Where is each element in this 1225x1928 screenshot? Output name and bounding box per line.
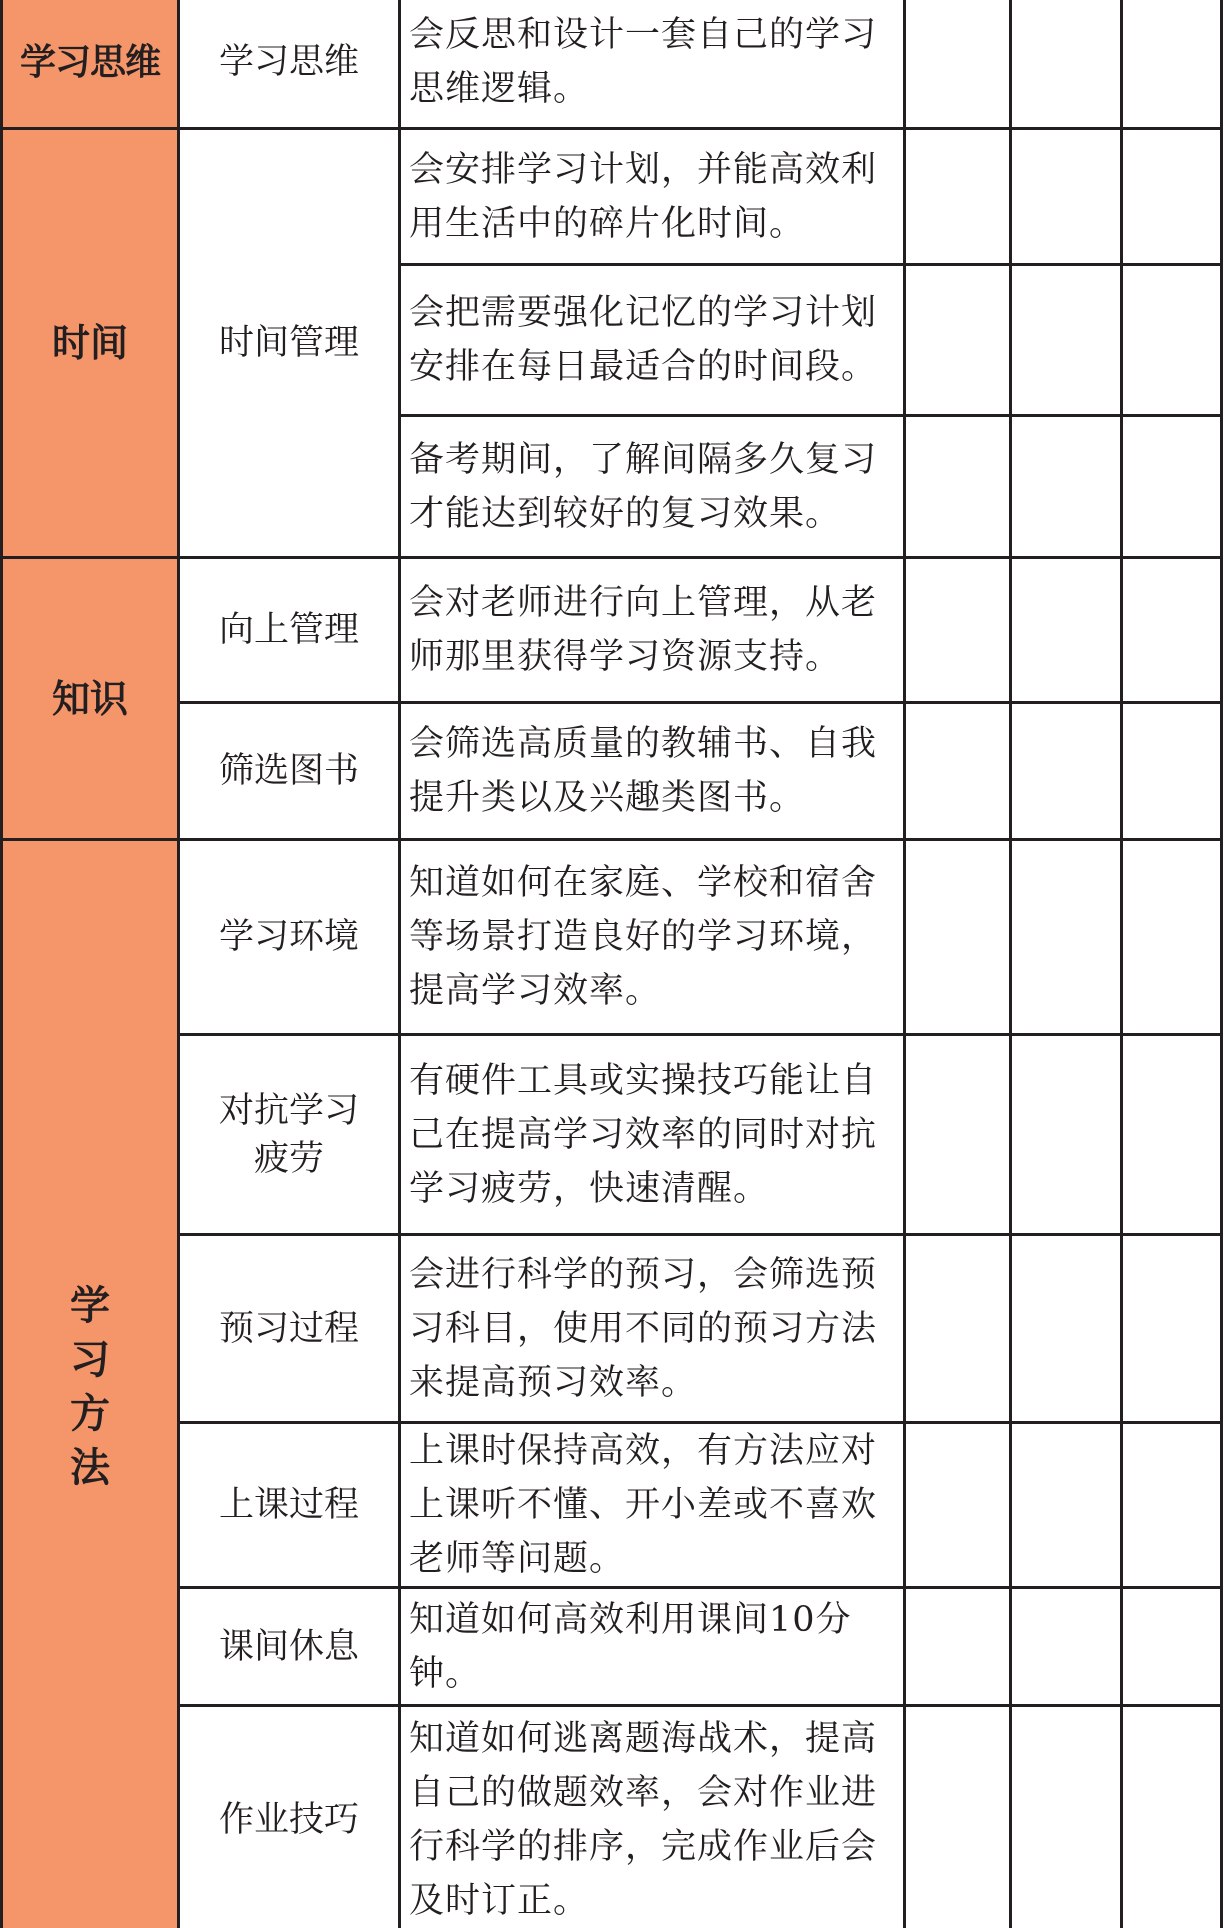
check-cell[interactable]	[905, 840, 1011, 1035]
description-cell: 知道如何高效利用课间10分钟。	[400, 1588, 905, 1706]
description-cell: 会反思和设计一套自己的学习思维逻辑。	[400, 0, 905, 129]
description-cell: 会把需要强化记忆的学习计划安排在每日最适合的时间段。	[400, 265, 905, 416]
check-cell[interactable]	[1011, 703, 1122, 840]
check-cell[interactable]	[905, 1706, 1011, 1928]
check-cell[interactable]	[1122, 416, 1222, 558]
description-cell: 上课时保持高效，有方法应对上课听不懂、开小差或不喜欢老师等问题。	[400, 1423, 905, 1588]
table-row	[2, 0, 1222, 129]
check-cell[interactable]	[1122, 1235, 1222, 1423]
check-cell[interactable]	[1011, 1035, 1122, 1235]
category-label: 学习方法	[70, 1281, 110, 1491]
check-cell[interactable]	[905, 558, 1011, 703]
check-cell[interactable]	[1011, 1706, 1122, 1928]
sub-item-cell	[179, 1423, 400, 1588]
check-cell[interactable]	[905, 1423, 1011, 1588]
description-cell: 会进行科学的预习，会筛选预习科目，使用不同的预习方法来提高预习效率。	[400, 1235, 905, 1423]
check-cell[interactable]	[905, 1235, 1011, 1423]
category-cell-thinking	[2, 0, 179, 129]
check-cell[interactable]	[905, 1588, 1011, 1706]
sub-item-cell	[179, 1706, 400, 1928]
category-label: 学习思维	[19, 40, 160, 83]
table-row	[2, 1706, 1222, 1928]
description-cell: 知道如何在家庭、学校和宿舍等场景打造良好的学习环境，提高学习效率。	[400, 840, 905, 1035]
check-cell[interactable]	[1011, 416, 1122, 558]
sub-item-cell	[179, 703, 400, 840]
description-cell: 会筛选高质量的教辅书、自我提升类以及兴趣类图书。	[400, 703, 905, 840]
check-cell[interactable]	[1122, 703, 1222, 840]
category-cell-knowledge	[2, 558, 179, 840]
table-row	[2, 1588, 1222, 1706]
table-row	[2, 1235, 1222, 1423]
sub-item-label: 课间休息	[218, 1626, 359, 1667]
sub-item-label: 对抗学习疲劳	[218, 1090, 359, 1179]
check-cell[interactable]	[905, 703, 1011, 840]
check-cell[interactable]	[905, 1035, 1011, 1235]
check-cell[interactable]	[1011, 1588, 1122, 1706]
sub-item-label: 上课过程	[218, 1485, 359, 1525]
sub-item-cell	[179, 1588, 400, 1706]
sub-item-label: 筛选图书	[218, 751, 359, 791]
sub-item-cell	[179, 129, 400, 558]
check-cell[interactable]	[905, 416, 1011, 558]
table-row	[2, 129, 1222, 265]
check-cell[interactable]	[1122, 1035, 1222, 1235]
check-cell[interactable]	[905, 129, 1011, 265]
table-row	[2, 840, 1222, 1035]
sub-item-cell	[179, 1035, 400, 1235]
description-cell: 知道如何逃离题海战术，提高自己的做题效率，会对作业进行科学的排序，完成作业后会及时订正。	[400, 1706, 905, 1928]
sub-item-label: 学习环境	[218, 917, 359, 957]
check-cell[interactable]	[1122, 129, 1222, 265]
check-cell[interactable]	[1011, 0, 1122, 129]
sub-item-cell	[179, 840, 400, 1035]
sub-item-label: 学习思维	[218, 42, 359, 82]
category-label: 时间	[51, 320, 128, 366]
sub-item-label: 作业技巧	[218, 1799, 359, 1840]
table-row	[2, 1423, 1222, 1588]
table-row	[2, 1035, 1222, 1235]
category-label: 知识	[51, 675, 128, 721]
sub-item-label: 时间管理	[218, 323, 359, 363]
sub-item-cell	[179, 558, 400, 703]
check-cell[interactable]	[1011, 840, 1122, 1035]
description-cell: 有硬件工具或实操技巧能让自己在提高学习效率的同时对抗学习疲劳，快速清醒。	[400, 1035, 905, 1235]
check-cell[interactable]	[1122, 558, 1222, 703]
description-cell: 会对老师进行向上管理，从老师那里获得学习资源支持。	[400, 558, 905, 703]
table-row	[2, 558, 1222, 703]
check-cell[interactable]	[1122, 1588, 1222, 1706]
sub-item-label: 向上管理	[218, 610, 359, 650]
check-cell[interactable]	[1011, 558, 1122, 703]
check-cell[interactable]	[1122, 265, 1222, 416]
check-cell[interactable]	[1011, 129, 1122, 265]
check-cell[interactable]	[1122, 840, 1222, 1035]
check-cell[interactable]	[1122, 0, 1222, 129]
check-cell[interactable]	[1122, 1706, 1222, 1928]
check-cell[interactable]	[1011, 1235, 1122, 1423]
sub-item-label: 预习过程	[218, 1308, 359, 1349]
category-cell-time	[2, 129, 179, 558]
sub-item-cell	[179, 1235, 400, 1423]
category-cell-method	[2, 840, 179, 1928]
description-cell: 会安排学习计划，并能高效利用生活中的碎片化时间。	[400, 129, 905, 265]
check-cell[interactable]	[905, 0, 1011, 129]
sub-item-cell	[179, 0, 400, 129]
check-cell[interactable]	[1122, 1423, 1222, 1588]
check-cell[interactable]	[1011, 1423, 1122, 1588]
table-row	[2, 703, 1222, 840]
check-cell[interactable]	[1011, 265, 1122, 416]
check-cell[interactable]	[905, 265, 1011, 416]
description-cell: 备考期间，了解间隔多久复习才能达到较好的复习效果。	[400, 416, 905, 558]
